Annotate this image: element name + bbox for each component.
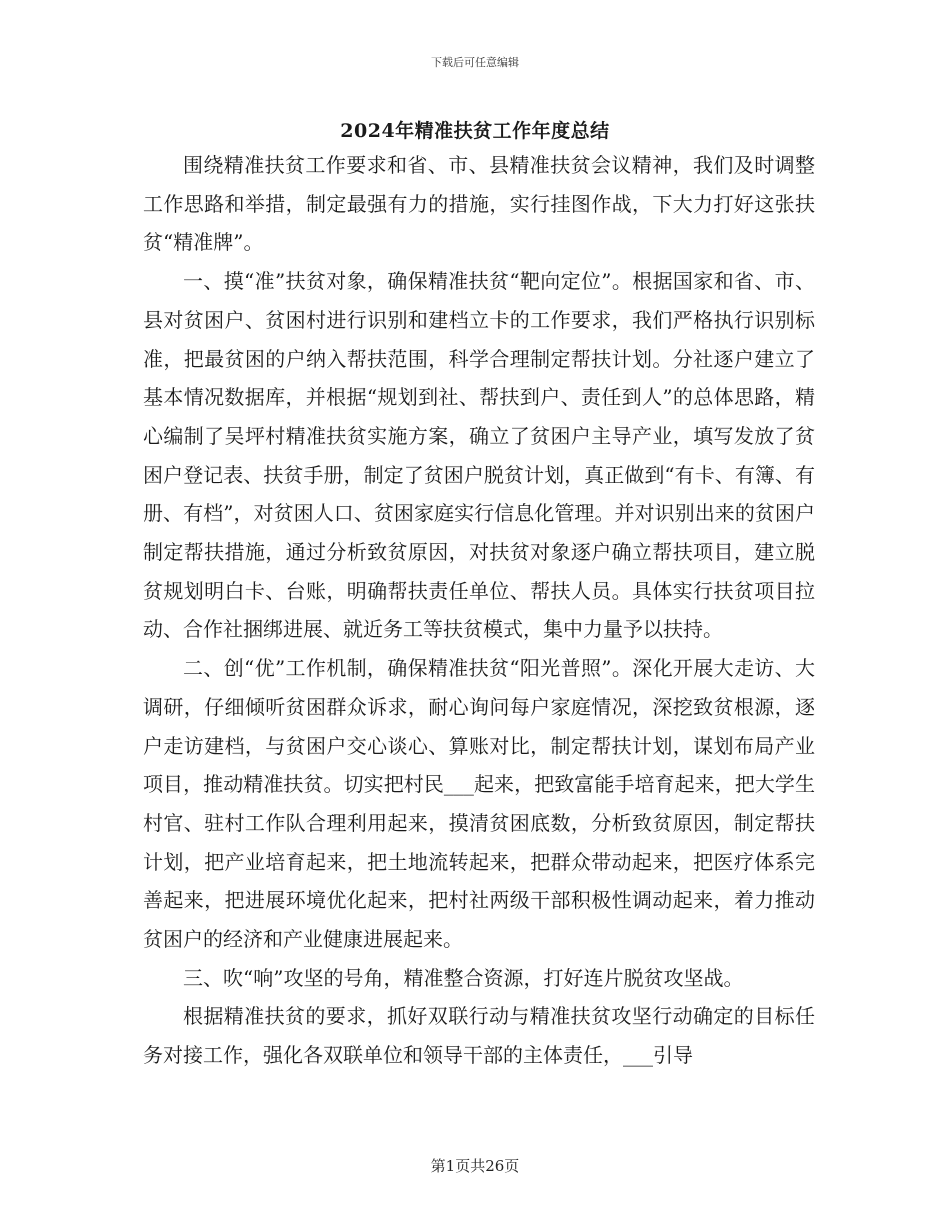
paragraph-section-three-body: 根据精准扶贫的要求，抓好双联行动与精准扶贫攻坚行动确定的目标任务对接工作，强化各双联单位和领导干部的主体责任，___引导 [143,1004,815,1068]
paragraph-section-one: 一、摸“准”扶贫对象，确保精准扶贫“靶向定位”。根据国家和省、市、县对贫困户、贫困村进行识别和建档立卡的工作要求，我们严格执行识别标准，把最贫困的户纳入帮扶范围，科学合理制定帮扶计划。分社逐户建立了基本情况数据库，并根据“规划到社、帮扶到户、责任到人”的总体思路，精心编制了吴坪村精准扶贫实施方案，确立了贫困户主导产业，填写发放了贫困户登记表、扶贫手册，制定了贫困户脱贫计划，真正做到“有卡、有簿、有册、有档”，对贫困人口、贫困家庭实行信息化管理。并对识别出来的贫困户制定帮扶措施，通过分析致贫原因，对扶贫对象逐户确立帮扶项目，建立脱贫规划明白卡、台账，明确帮扶责任单位、帮扶人员。具体实行扶贫项目拉动、合作社捆绑进展、就近务工等扶贫模式，集中力量予以扶持。 [143,269,815,642]
page-number: 第1页共26页 [430,1157,520,1175]
paragraph-intro: 围绕精准扶贫工作要求和省、市、县精准扶贫会议精神，我们及时调整工作思路和举措，制定最强有力的措施，实行挂图作战，下大力打好这张扶贫“精准牌”。 [143,153,815,255]
paragraph-section-two: 二、创“优”工作机制，确保精准扶贫“阳光普照”。深化开展大走访、大调研，仔细倾听贫困群众诉求，耐心询问每户家庭情况，深挖致贫根源，逐户走访建档，与贫困户交心谈心、算账对比，制定帮扶计划，谋划布局产业项目，推动精准扶贫。切实把村民___起来，把致富能手培育起来，把大学生村官、驻村工作队合理利用起来，摸清贫困底数，分析致贫原因，制定帮扶计划，把产业培育起来，把土地流转起来，把群众带动起来，把医疗体系完善起来，把进展环境优化起来，把村社两级干部积极性调动起来，着力推动贫困户的经济和产业健康进展起来。 [143,656,815,952]
document-body [143,146,815,1075]
document-title: 2024年精准扶贫工作年度总结 [340,120,610,142]
page-header-note: 下载后可任意编辑 [431,56,519,69]
paragraph-section-three-heading: 三、吹“响”攻坚的号角，精准整合资源，打好连片脱贫攻坚战。 [183,965,744,990]
